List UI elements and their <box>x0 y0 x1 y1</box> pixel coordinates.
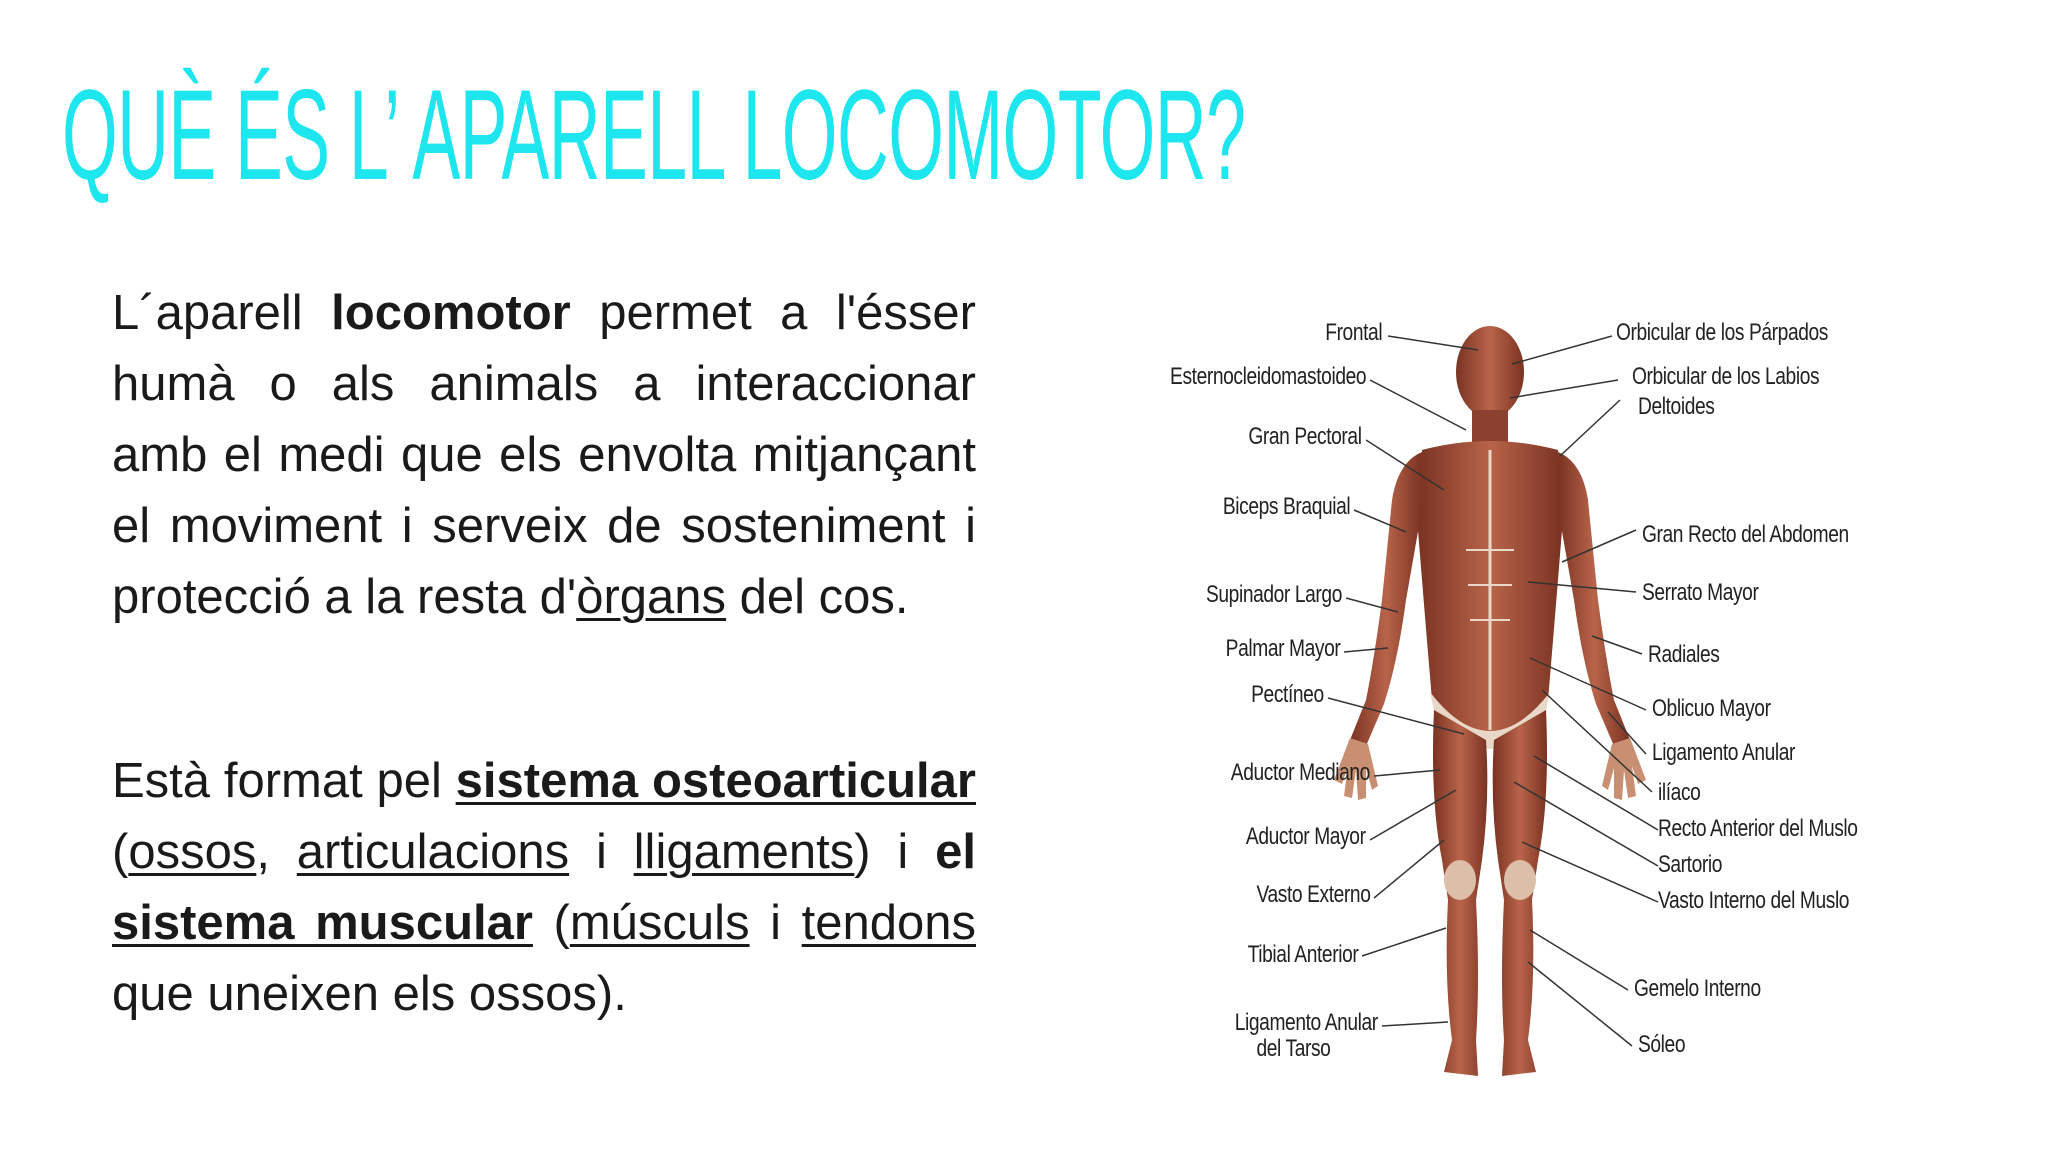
label-tibial-anterior: Tibial Anterior <box>1247 941 1358 968</box>
p2-text-3: , <box>256 825 297 879</box>
leader-line <box>1374 840 1444 898</box>
p2-text-2: ( <box>112 825 129 879</box>
p2-bold-el: el <box>935 825 976 879</box>
label-gemelo-interno: Gemelo Interno <box>1634 975 1761 1002</box>
label-iliaco: ilíaco <box>1658 779 1701 806</box>
link-articulacions[interactable]: articulacions <box>296 825 570 879</box>
label-vasto-externo: Vasto Externo <box>1256 881 1370 908</box>
slide-title: QUÈ ÉS L’ APARELL LOCOMOTOR? <box>62 64 1246 207</box>
label-aductor-mayor: Aductor Mayor <box>1246 823 1366 850</box>
label-palmar-mayor: Palmar Mayor <box>1225 635 1340 662</box>
label-orbicular-parpados: Orbicular de los Párpados <box>1616 319 1828 346</box>
leader-line <box>1530 930 1628 990</box>
label-frontal: Frontal <box>1325 319 1382 346</box>
p1-bold-locomotor: locomotor <box>331 286 571 340</box>
label-supinador-largo: Supinador Largo <box>1206 581 1342 608</box>
label-sartorio: Sartorio <box>1658 851 1723 878</box>
link-musculs[interactable]: músculs <box>569 896 750 950</box>
neck-shape <box>1472 410 1508 444</box>
label-esternocleidomastoideo: Esternocleidomastoideo <box>1169 363 1366 390</box>
p2-text-1: Està format pel <box>112 754 456 808</box>
paragraph-composition <box>112 746 976 1030</box>
label-recto-anterior-muslo: Recto Anterior del Muslo <box>1658 815 1858 842</box>
link-sistema-osteoarticular[interactable]: sistema osteoarticular <box>455 754 976 808</box>
head-shape <box>1456 326 1524 418</box>
label-vasto-interno-muslo: Vasto Interno del Muslo <box>1658 887 1850 914</box>
label-orbicular-labios: Orbicular de los Labios <box>1632 363 1820 390</box>
link-ossos[interactable]: ossos <box>128 825 257 879</box>
right-knee-shape <box>1504 860 1536 900</box>
p1-text-2: permet a l'ésser humà o als animals a interaccionar amb el medi que els envolta mitjançant el moviment i serveix de sosteniment i protecció a la resta d' <box>112 286 976 624</box>
p1-text-3: del cos. <box>726 570 909 624</box>
label-radiales: Radiales <box>1648 641 1720 668</box>
link-organs[interactable]: òrgans <box>576 570 727 624</box>
leader-line <box>1522 842 1658 902</box>
label-gran-recto-abdomen: Gran Recto del Abdomen <box>1642 521 1849 548</box>
right-arm-shape <box>1558 452 1630 746</box>
leader-line <box>1512 336 1612 364</box>
label-soleo: Sóleo <box>1638 1031 1686 1058</box>
leader-line <box>1382 1022 1448 1026</box>
label-serrato-mayor: Serrato Mayor <box>1642 579 1759 606</box>
p2-text-9: que uneixen els ossos). <box>112 967 627 1021</box>
leader-line <box>1370 380 1466 430</box>
label-oblicuo-mayor: Oblicuo Mayor <box>1652 695 1771 722</box>
paragraph-definition <box>112 278 976 633</box>
leader-line <box>1374 770 1440 776</box>
left-knee-shape <box>1444 860 1476 900</box>
label-ligamento-anular-tarso: Ligamento Anular <box>1234 1009 1378 1036</box>
label-pectineo: Pectíneo <box>1251 681 1324 708</box>
label-ligamento-anular: Ligamento Anular <box>1652 739 1796 766</box>
p2-text-4: i <box>569 825 634 879</box>
link-tendons[interactable]: tendons <box>801 896 976 950</box>
anatomy-illustration <box>1130 300 1910 1100</box>
label-del-tarso: del Tarso <box>1256 1035 1330 1062</box>
label-gran-pectoral: Gran Pectoral <box>1248 423 1362 450</box>
link-lligaments[interactable]: lligaments <box>633 825 855 879</box>
muscular-system-figure <box>1130 300 1910 1100</box>
left-arm-shape <box>1350 452 1422 746</box>
link-sistema-muscular[interactable]: sistema muscular <box>112 896 533 950</box>
label-biceps-braquial: Biceps Braquial <box>1222 493 1350 520</box>
p2-text-7: ( <box>532 896 570 950</box>
p1-text-1: L´aparell <box>112 286 332 340</box>
leader-line <box>1362 928 1446 956</box>
leader-line <box>1560 400 1620 456</box>
leader-line <box>1528 962 1632 1046</box>
label-deltoides: Deltoides <box>1638 393 1715 420</box>
leader-line <box>1510 380 1618 398</box>
p2-text-5: ) i <box>854 825 936 879</box>
label-aductor-mediano: Aductor Mediano <box>1230 759 1370 786</box>
p2-text-8: i <box>749 896 802 950</box>
